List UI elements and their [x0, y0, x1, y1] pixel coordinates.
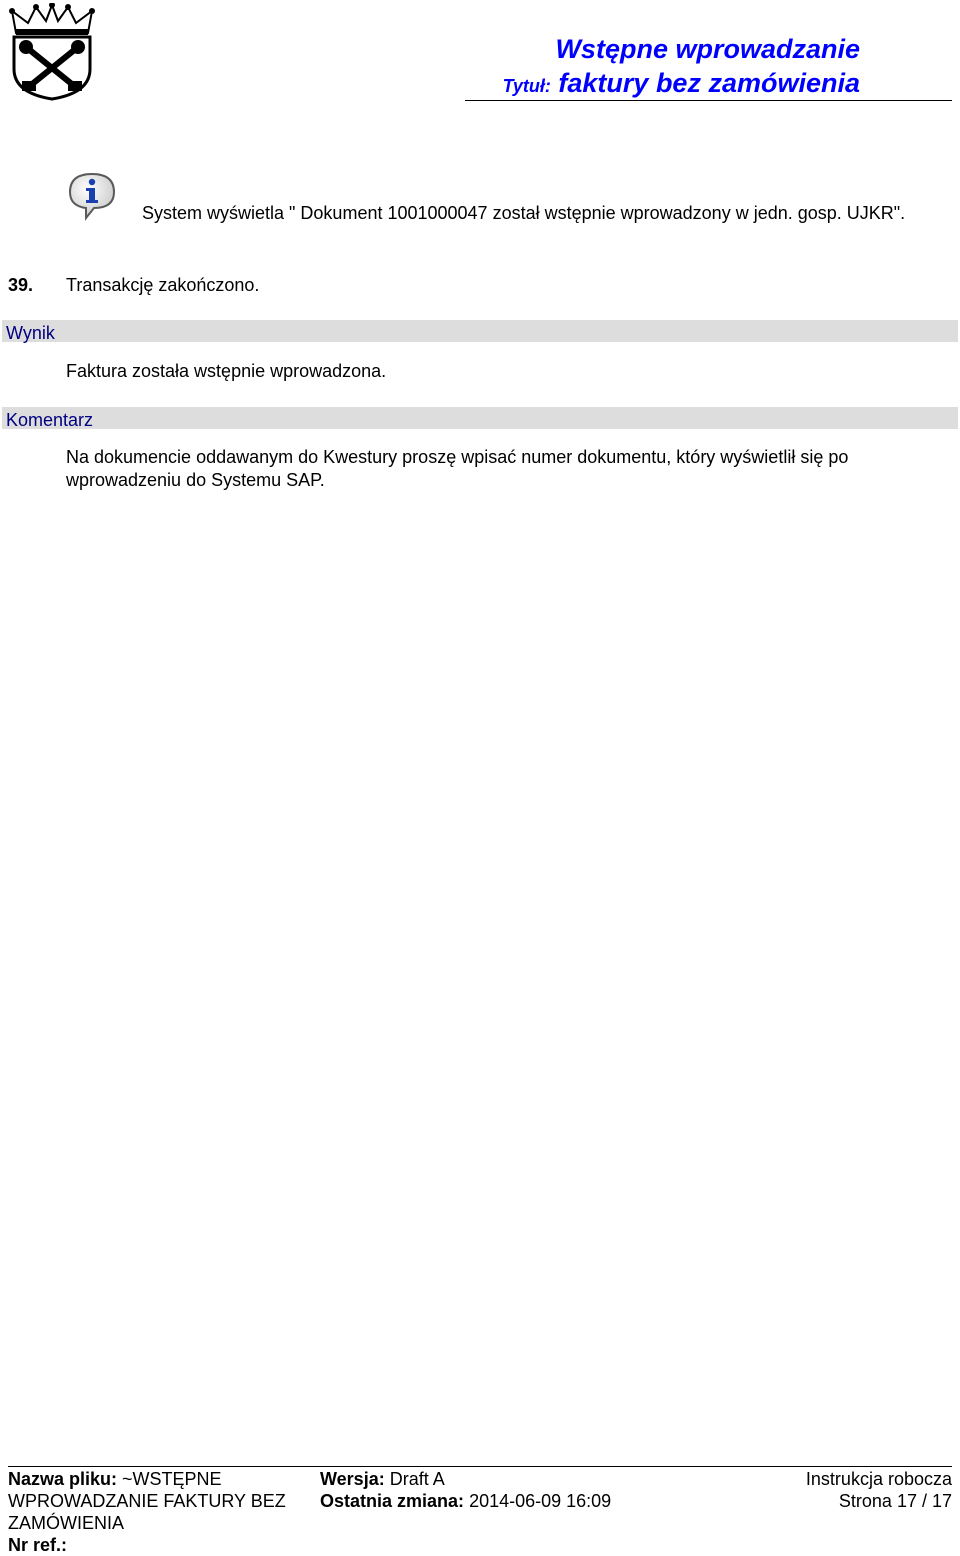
ref-label: Nr ref.:	[8, 1535, 68, 1555]
comment-text: Na dokumencie oddawanym do Kwestury proszę wpisać numer dokumentu, który wyświetlił się po wprowadzeniu do Systemu SAP.	[66, 447, 849, 490]
footer-rule	[8, 1466, 952, 1467]
changed-label: Ostatnia zmiana:	[320, 1491, 465, 1511]
info-message: System wyświetla " Dokument 1001000047 został wstępnie wprowadzony w jedn. gosp. UJKR".	[142, 203, 906, 223]
title-label: Tytuł:	[502, 76, 551, 96]
section-label-komentarz: Komentarz	[6, 410, 94, 430]
step-item	[8, 273, 259, 297]
file-name-line-1: ~WSTĘPNE	[122, 1469, 222, 1489]
section-bar-komentarz	[2, 407, 958, 429]
info-icon	[66, 170, 118, 222]
changed-value: 2014-06-09 16:09	[469, 1491, 612, 1511]
document-title	[503, 33, 860, 104]
step-number: 39.	[8, 275, 34, 295]
footer-doc-info	[692, 1468, 952, 1512]
page-number: Strona 17 / 17	[838, 1491, 952, 1511]
section-bar-wynik	[2, 320, 958, 342]
title-line-1: Wstępne wprowadzanie	[555, 34, 860, 64]
file-name-line-3: ZAMÓWIENIA	[8, 1513, 124, 1533]
title-line-2	[503, 65, 860, 104]
title-text: faktury bez zamówienia	[558, 68, 860, 98]
file-label: Nazwa pliku:	[8, 1469, 118, 1489]
section-label-wynik: Wynik	[6, 323, 55, 343]
footer-version-info	[320, 1468, 680, 1512]
version-label: Wersja:	[320, 1469, 385, 1489]
header-rule	[465, 100, 952, 101]
version-value: Draft A	[389, 1469, 445, 1489]
file-name-line-2: WPROWADZANIE FAKTURY BEZ	[8, 1491, 286, 1511]
university-crest-logo	[8, 3, 96, 101]
step-text: Transakcję zakończono.	[66, 275, 260, 295]
result-text: Faktura została wstępnie wprowadzona.	[66, 361, 387, 381]
footer-file-info	[8, 1468, 308, 1556]
doc-type: Instrukcja robocza	[805, 1469, 952, 1489]
